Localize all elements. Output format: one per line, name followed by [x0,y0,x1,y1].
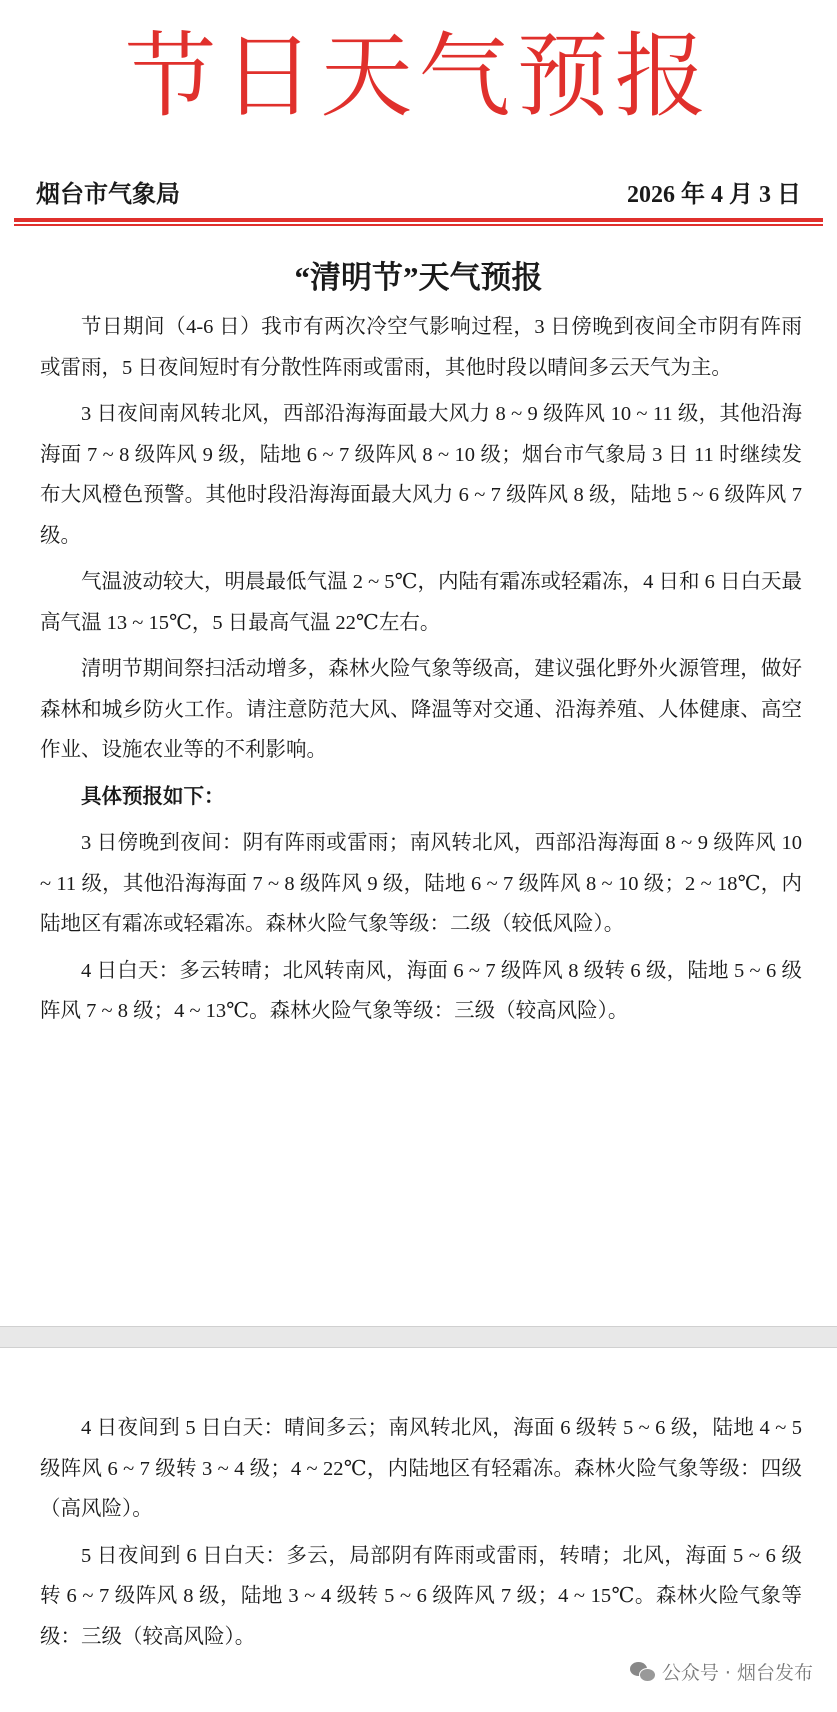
page-separator [0,1326,837,1348]
details-heading: 具体预报如下： [81,785,225,808]
forecast-item: 3 日傍晚到夜间：阴有阵雨或雷雨；南风转北风，西部沿海海面 8 ~ 9 级阵风 10 ~ 11 级，其他沿海海面 7 ~ 8 级阵风 9 级，陆地 6 ~ 7 级阵风 8 ~ 10 级；2 ~ 18℃，内陆地区有霜冻或轻霜冻。森林火险气象等级：二级（较低风险）。 [40,832,802,935]
watermark [630,1658,813,1685]
paragraph: 节日期间（4-6 日）我市有两次冷空气影响过程，3 日傍晚到夜间全市阴有阵雨或雷雨，5 日夜间短时有分散性阵雨或雷雨，其他时段以晴间多云天气为主。 [40,316,802,379]
forecast-item: 4 日夜间到 5 日白天：晴间多云；南风转北风，海面 6 级转 5 ~ 6 级，陆地 4 ~ 5 级阵风 6 ~ 7 级转 3 ~ 4 级；4 ~ 22℃，内陆地区有轻霜冻。森林火险气象等级：四级（高风险）。 [40,1417,802,1520]
red-divider [14,218,823,222]
issuer: 烟台市气象局 [36,182,180,208]
masthead-title: 节日天气预报 [124,23,713,130]
watermark-text: 公众号 · 烟台发布 [661,1662,813,1684]
page-1-body [40,307,802,1038]
paragraph: 3 日夜间南风转北风，西部沿海海面最大风力 8 ~ 9 级阵风 10 ~ 11 级，其他沿海海面 7 ~ 8 级阵风 9 级，陆地 6 ~ 7 级阵风 8 ~ 10 级；烟台市气象局 3 日 11 时继续发布大风橙色预警。其他时段沿海海面最大风力 6 ~ 7 级阵风 8 级，陆地 5 ~ 6 级阵风 7 级。 [40,403,802,547]
paragraph: 气温波动较大，明晨最低气温 2 ~ 5℃，内陆有霜冻或轻霜冻，4 日和 6 日白天最高气温 13 ~ 15℃，5 日最高气温 22℃左右。 [40,571,802,634]
issue-date: 2026 年 4 月 3 日 [627,182,801,208]
paragraph: 清明节期间祭扫活动增多，森林火险气象等级高，建议强化野外火源管理，做好森林和城乡防火工作。请注意防范大风、降温等对交通、沿海养殖、人体健康、高空作业、设施农业等的不利影响。 [40,658,802,761]
document-title: “清明节”天气预报 [294,260,543,295]
red-divider-thin [14,224,823,226]
page-2-body [40,1408,802,1663]
wechat-icon [630,1662,656,1682]
forecast-item: 4 日白天：多云转晴；北风转南风，海面 6 ~ 7 级阵风 8 级转 6 级，陆地 5 ~ 6 级阵风 7 ~ 8 级；4 ~ 13℃。森林火险气象等级：三级（较高风险）。 [40,959,802,1022]
forecast-item: 5 日夜间到 6 日白天：多云，局部阴有阵雨或雷雨，转晴；北风，海面 5 ~ 6 级转 6 ~ 7 级阵风 8 级，陆地 3 ~ 4 级转 5 ~ 6 级阵风 7 级；4 ~ 15℃。森林火险气象等级：三级（较高风险）。 [40,1544,802,1648]
